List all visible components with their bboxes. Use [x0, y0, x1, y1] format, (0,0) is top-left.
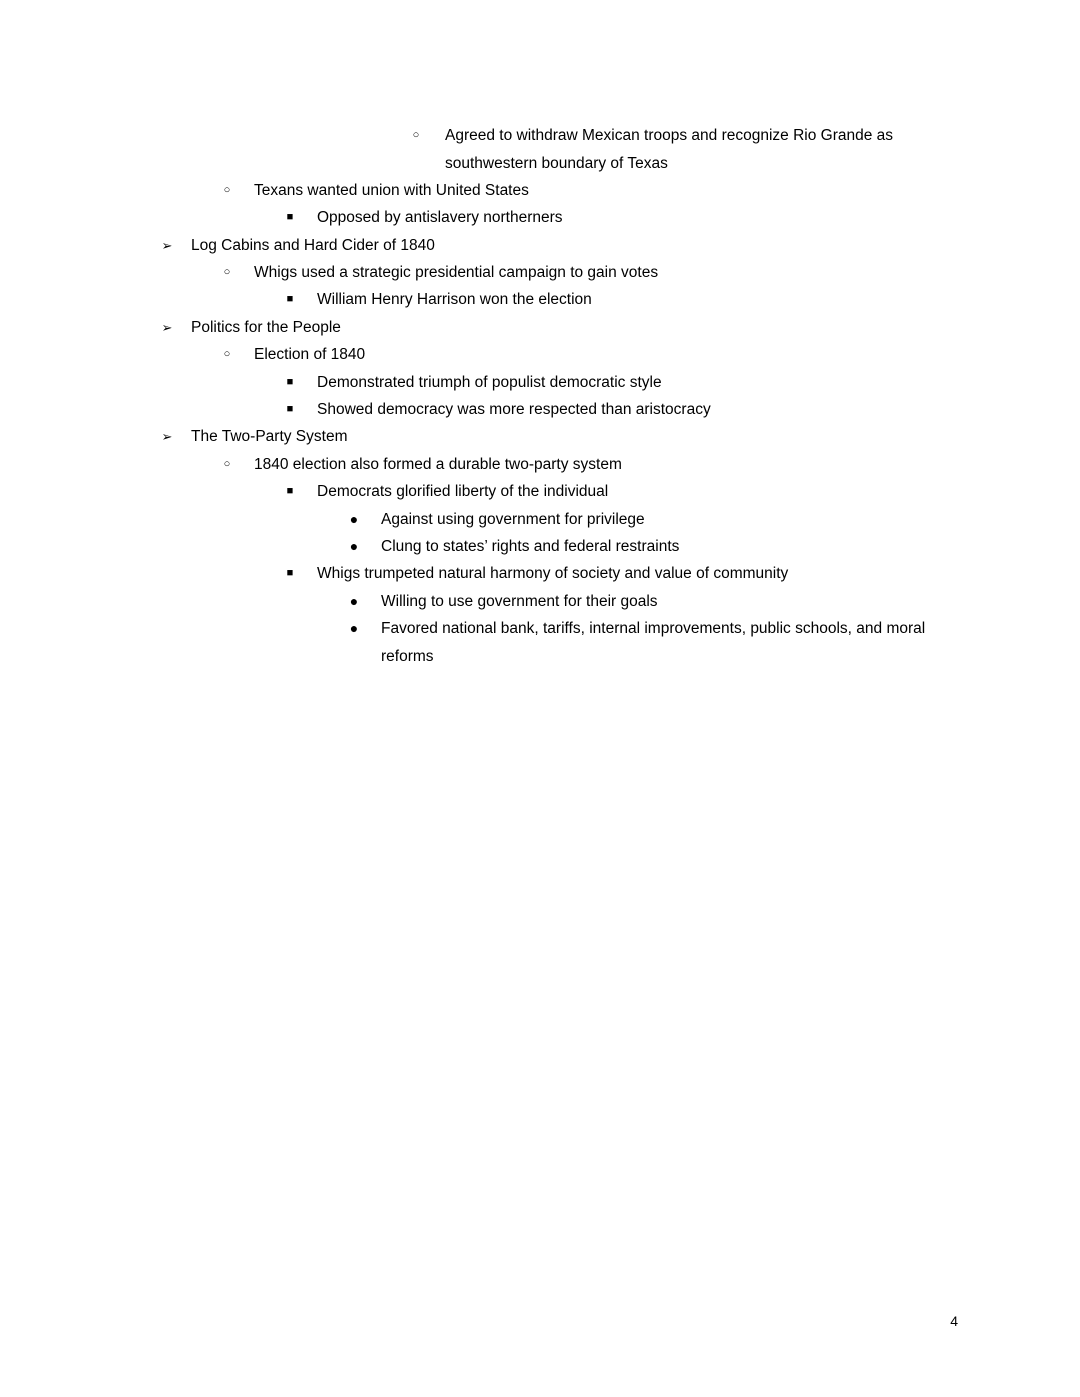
filled-dot-bullet-icon: ●: [349, 538, 359, 554]
outline-item-text: Democrats glorified liberty of the individual: [317, 483, 609, 500]
page-number: 4: [950, 1313, 958, 1329]
square-bullet-icon: ■: [286, 485, 294, 497]
square-bullet-icon: ■: [286, 403, 294, 415]
outline-item-text: Opposed by antislavery northerners: [317, 209, 563, 226]
outline-item-text: 1840 election also formed a durable two-party system: [254, 456, 622, 473]
square-bullet-icon: ■: [286, 293, 294, 305]
outline-item-text: Election of 1840: [254, 346, 366, 363]
hollow-circle-bullet-icon: ○: [223, 348, 231, 360]
outline-item-text: Demonstrated triumph of populist democratic style: [317, 374, 662, 391]
outline-item-text: Willing to use government for their goals: [381, 593, 658, 610]
outline-item-text: southwestern boundary of Texas: [445, 155, 668, 172]
hollow-circle-bullet-icon: ○: [412, 129, 420, 141]
outline-item-text: Whigs used a strategic presidential campaign to gain votes: [254, 264, 659, 281]
filled-dot-bullet-icon: ●: [349, 593, 359, 609]
outline-item-text: Agreed to withdraw Mexican troops and recognize Rio Grande as: [445, 127, 894, 144]
outline-item-text: William Henry Harrison won the election: [317, 291, 592, 308]
square-bullet-icon: ■: [286, 376, 294, 388]
hollow-circle-bullet-icon: ○: [223, 184, 231, 196]
outline-item-text: reforms: [381, 648, 434, 665]
outline-heading-text: Log Cabins and Hard Cider of 1840: [191, 237, 435, 254]
hollow-circle-bullet-icon: ○: [223, 458, 231, 470]
outline-heading-text: The Two-Party System: [191, 428, 348, 445]
arrow-bullet-icon: ➢: [161, 320, 173, 335]
square-bullet-icon: ■: [286, 211, 294, 223]
outline-item-text: Texans wanted union with United States: [254, 182, 529, 199]
square-bullet-icon: ■: [286, 567, 294, 579]
filled-dot-bullet-icon: ●: [349, 511, 359, 527]
outline-item-text: Against using government for privilege: [381, 511, 645, 528]
filled-dot-bullet-icon: ●: [349, 620, 359, 636]
outline-heading-text: Politics for the People: [191, 319, 341, 336]
hollow-circle-bullet-icon: ○: [223, 266, 231, 278]
outline-item-text: Whigs trumpeted natural harmony of society and value of community: [317, 565, 789, 582]
outline-item-text: Clung to states’ rights and federal restraints: [381, 538, 680, 555]
arrow-bullet-icon: ➢: [161, 429, 173, 444]
outline-item-text: Showed democracy was more respected than aristocracy: [317, 401, 711, 418]
outline-item-text: Favored national bank, tariffs, internal improvements, public schools, and moral: [381, 620, 926, 637]
arrow-bullet-icon: ➢: [161, 238, 173, 253]
